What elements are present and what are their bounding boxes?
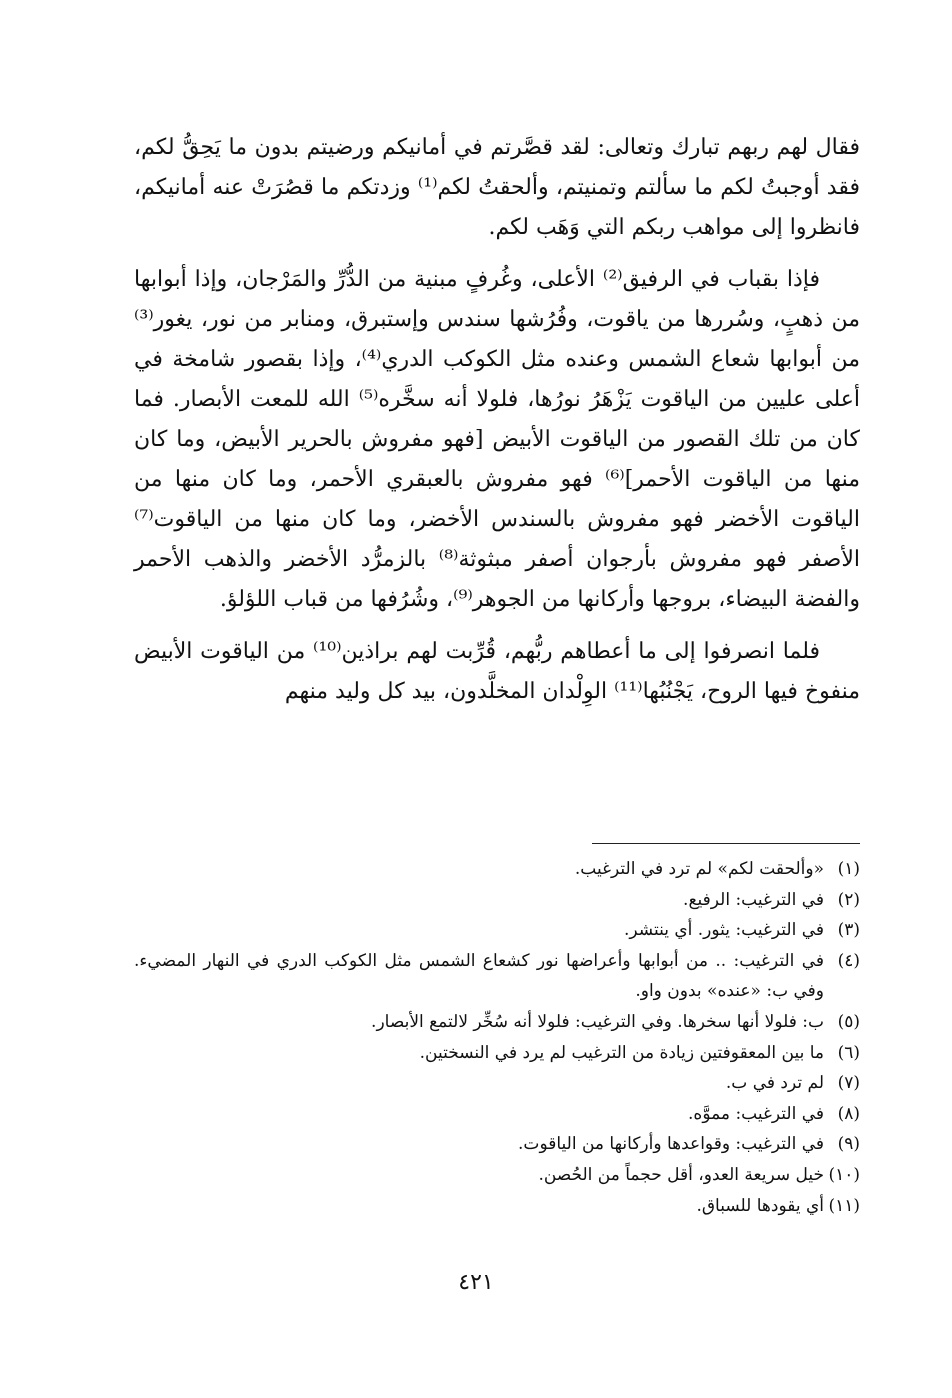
paragraph-1: فقال لهم ربهم تبارك وتعالى: لقد قصَّرتم في أمانيكم ورضيتم بدون ما يَحِقُّ لكم، فقد أوجبتُ لكم ما سألتم وتمنيتم، وألحقتُ لكم⁽¹⁾ وزدتكم ما قصُرَتْ عنه أمانيكم، فانظروا إلى مواهب ربكم التي وَهَب لكم. — [134, 135, 861, 240]
paragraph-2: فإذا بقباب في الرفيق⁽²⁾ الأعلى، وغُرفٍ مبنية من الدُّرِّ والمَرْجان، وإذا أبوابها من ذهبٍ، وسُررها من ياقوت، وفُرُشها سندس وإستبرق، ومنابر من نور، يغور⁽³⁾ من أبوابها شعاع الشمس وعنده مثل الكوكب الدري⁽⁴⁾، وإذا بقصور شامخة في أعلى عليين من الياقوت يَزْهَرُ نورُها، فلولا أنه سخَّره⁽⁵⁾ الله للمعت الأبصار. فما كان من تلك القصور من الياقوت الأبيض [فهو مفروش بالحرير الأبيض، وما كان منها من الياقوت الأحمر]⁽⁶⁾ فهو مفروش بالعبقري الأحمر، وما كان منها من الياقوت الأخضر فهو مفروش بالسندس الأخضر، وما كان منها من الياقوت⁽⁷⁾ الأصفر فهو مفروش بأرجوان أصفر مبثوثة⁽⁸⁾ بالزمرُّد الأخضر والذهب الأحمر والفضة البيضاء، بروجها وأركانها من الجوهر⁽⁹⁾، وشُرُفها من قباب اللؤلؤ. — [134, 267, 861, 612]
footnote-11 — [134, 1191, 860, 1222]
footnotes-section — [134, 854, 860, 1221]
footnote-number: (٩) — [837, 1134, 860, 1155]
paragraph-3: فلما انصرفوا إلى ما أعطاهم ربُّهم، قُرِّبت لهم براذين⁽¹⁰⁾ من الياقوت الأبيض منفوخ فيها الروح، يَجْنُبُها⁽¹¹⁾ الوِلْدان المخلَّدون، بيد كل وليد منهم — [134, 639, 860, 704]
footnote-1 — [134, 854, 860, 885]
footnote-text: لم ترد في ب. — [725, 1073, 824, 1094]
footnote-2 — [134, 885, 860, 916]
footnote-number: (٥) — [837, 1011, 860, 1032]
footnote-3 — [134, 915, 860, 946]
footnote-number: (٣) — [837, 920, 860, 941]
footnote-5 — [134, 1007, 860, 1038]
page-number: ٤٢١ — [458, 1270, 494, 1295]
footnote-text: خيل سريعة العدو، أقل حجماً من الحُصن. — [538, 1164, 824, 1185]
footnote-text: في الترغيب: الرفيع. — [683, 889, 824, 910]
footnote-number: (٧) — [837, 1073, 860, 1094]
footnote-number: (١) — [837, 859, 860, 879]
footnote-7 — [134, 1068, 860, 1099]
footnote-9 — [134, 1129, 860, 1160]
footnote-separator-rule — [592, 843, 860, 844]
footnote-number: (٢) — [837, 889, 860, 910]
footnote-number: (٤) — [837, 950, 860, 971]
footnote-8 — [134, 1099, 860, 1130]
footnote-6 — [134, 1038, 860, 1069]
footnote-text: في الترغيب: وقواعدها وأركانها من الياقوت. — [518, 1134, 824, 1155]
footnote-number: (٦) — [837, 1042, 860, 1063]
footnote-text: «وألحقت لكم» لم ترد في الترغيب. — [574, 859, 824, 879]
footnote-text: في الترغيب: .. من أبوابها وأعراضها نور كشعاع الشمس مثل الكوكب الدري في النهار المضيء. وفي ب: «عنده» بدون واو. — [134, 950, 824, 1002]
footnote-number: (٨) — [837, 1103, 860, 1124]
footnote-10 — [134, 1160, 860, 1191]
footnote-4 — [134, 946, 860, 1007]
footnote-text: أي يقودها للسباق. — [696, 1195, 824, 1216]
footnote-number: (١١) — [828, 1195, 860, 1216]
footnote-text: في الترغيب: يثور. أي ينتشر. — [624, 920, 824, 941]
footnote-text: في الترغيب: مموَّه. — [688, 1103, 824, 1124]
footnote-number: (١٠) — [828, 1164, 860, 1185]
footnote-text: ب: فلولا أنها سخرها. وفي الترغيب: فلولا أنه سُخِّر لالتمع الأبصار. — [371, 1011, 824, 1032]
footnote-text: ما بين المعقوفتين زيادة من الترغيب لم يرد في النسختين. — [419, 1042, 824, 1063]
main-text-body — [134, 128, 860, 712]
